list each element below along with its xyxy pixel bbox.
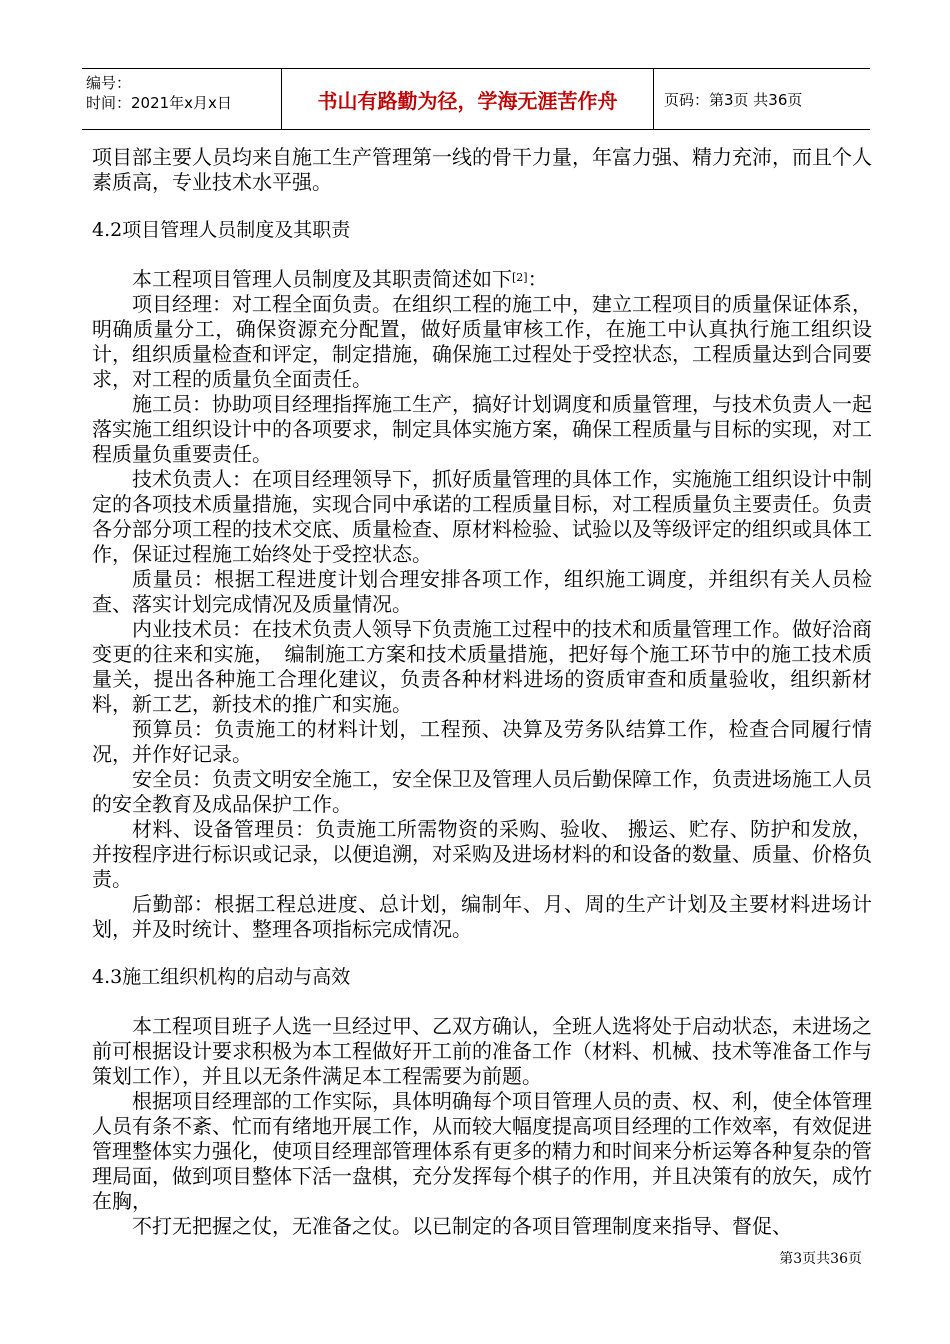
paragraph-intro: 项目部主要人员均来自施工生产管理第一线的骨干力量，年富力强、精力充沛，而且个人素质高，专业技术水平强。 <box>92 145 872 194</box>
header-meta <box>82 69 282 129</box>
document-number-label: 编号： <box>86 74 132 92</box>
reference-mark[interactable]: [2] <box>512 271 528 284</box>
paragraph-summary <box>92 267 872 292</box>
page-footer: 第3页共36页 <box>779 1251 862 1267</box>
paragraph-startup: 本工程项目班子人选一旦经过甲、乙双方确认，全班人选将处于启动状态，未进场之前可根据设计要求积极为本工程做好开工前的准备工作（材料、机械、技术等准备工作与策划工作），并且以无条件满足本工程需要为前题。 <box>92 1014 872 1088</box>
page-header <box>82 68 870 130</box>
summary-text: 本工程项目管理人员制度及其职责简述如下 <box>132 267 512 291</box>
section-heading-4-3: 4.3施工组织机构的启动与高效 <box>92 966 351 988</box>
document-time-label: 时间：2021年x月x日 <box>86 94 232 112</box>
section-heading-4-2: 4.2项目管理人员制度及其职责 <box>92 219 351 241</box>
paragraph-logistics: 后勤部：根据工程总进度、总计划，编制年、月、周的生产计划及主要材料进场计划，并及时统计、整理各项指标完成情况。 <box>92 892 872 941</box>
paragraph-construction-worker: 施工员：协助项目经理指挥施工生产，搞好计划调度和质量管理，与技术负责人一起落实施工组织设计中的各项要求，制定具体实施方案，确保工程质量与目标的实现，对工程质量负重要责任。 <box>92 392 872 466</box>
paragraph-budget-officer: 预算员：负责施工的材料计划，工程预、决算及劳务队结算工作，检查合同履行情况，并作好记录。 <box>92 717 872 766</box>
summary-colon: ： <box>527 267 548 291</box>
header-page-info: 页码：第3页 共36页 <box>664 90 803 109</box>
header-motto: 书山有路勤为径，学海无涯苦作舟 <box>282 69 654 129</box>
paragraph-last: 不打无把握之仗，无准备之仗。以已制定的各项目管理制度来指导、督促、 <box>132 1214 792 1238</box>
paragraph-project-manager: 项目经理：对工程全面负责。在组织工程的施工中，建立工程项目的质量保证体系，明确质量分工，确保资源充分配置，做好质量审核工作，在施工中认真执行施工组织设计，组织质量检查和评定，制定措施，确保施工过程处于受控状态，工程质量达到合同要求，对工程的质量负全面责任。 <box>92 292 872 391</box>
paragraph-quality-officer: 质量员：根据工程进度计划合理安排各项工作，组织施工调度，并组织有关人员检查、落实计划完成情况及质量情况。 <box>92 567 872 616</box>
paragraph-internal-technician: 内业技术员：在技术负责人领导下负责施工过程中的技术和质量管理工作。做好洽商变更的往来和实施， 编制施工方案和技术质量措施，把好每个施工环节中的施工技术质量关，提出各种施工合理化建议，负责各种材料进场的资质审查和质量验收，组织新材料，新工艺，新技术的推广和实施。 <box>92 617 872 716</box>
document-body <box>92 145 872 1239</box>
paragraph-work-reality: 根据项目经理部的工作实际，具体明确每个项目管理人员的责、权、利，使全体管理人员有条不紊、忙而有绪地开展工作，从而较大幅度提高项目经理的工作效率，有效促进管理整体实力强化，使项目经理部管理体系有更多的精力和时间来分析运筹各种复杂的管理局面，做到项目整体下活一盘棋，充分发挥每个棋子的作用，并且决策有的放矢，成竹在胸， <box>92 1089 872 1213</box>
paragraph-material-manager: 材料、设备管理员：负责施工所需物资的采购、验收、 搬运、贮存、防护和发放，并按程序进行标识或记录，以便追溯，对采购及进场材料的和设备的数量、质量、价格负责。 <box>92 817 872 891</box>
paragraph-safety-officer: 安全员：负责文明安全施工，安全保卫及管理人员后勤保障工作，负责进场施工人员的安全教育及成品保护工作。 <box>92 767 872 816</box>
paragraph-technical-lead: 技术负责人：在项目经理领导下，抓好质量管理的具体工作，实施施工组织设计中制定的各项技术质量措施，实现合同中承诺的工程质量目标，对工程质量负主要责任。负责各分部分项工程的技术交底、质量检查、原材料检验、试验以及等级评定的组织或具体工作，保证过程施工始终处于受控状态。 <box>92 467 872 566</box>
